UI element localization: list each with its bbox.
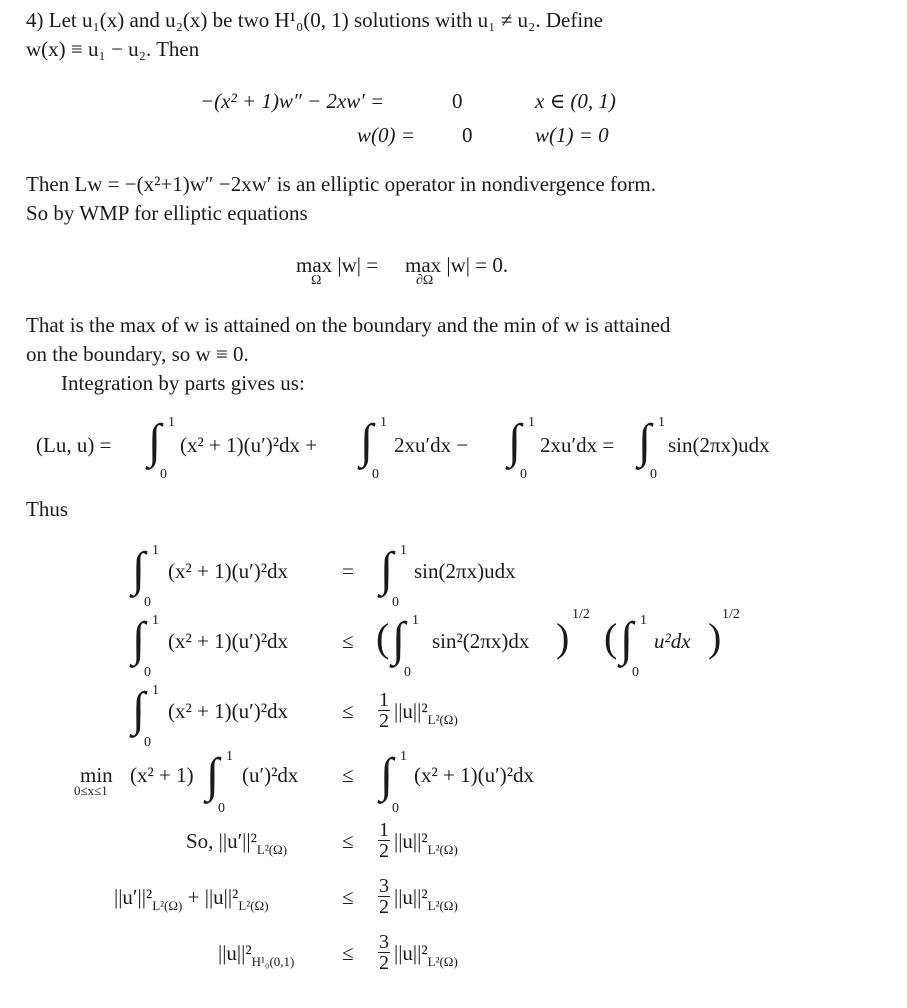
bc-right: w(1) = 0: [535, 123, 609, 147]
integral-sign: ∫: [206, 749, 220, 802]
row7-norm: $||u||^2_{L^2(\Omega)}$: [394, 941, 458, 969]
integral-sign: ∫: [392, 613, 406, 666]
bc-left-lhs: w(0) =: [357, 123, 415, 147]
wmp-paragraph: [26, 170, 886, 228]
row6-lhs: $||u'||^2_{L^2(\Omega)} + ||u||^2_{L^2(\Omega)}$: [114, 885, 269, 913]
conclusion-paragraph: [26, 311, 886, 398]
integral-upper: 1: [528, 415, 535, 430]
wmp-line-2: So by WMP for elliptic equations: [26, 201, 308, 225]
min-sub: 0≤x≤1: [74, 783, 108, 798]
ode-equation-rhs: 0: [452, 89, 463, 113]
row5-norm: $||u||^2_{L^2(\Omega)}$: [394, 829, 458, 857]
power-half: 1/2: [572, 607, 590, 622]
integral-upper: 1: [400, 543, 407, 558]
integral-upper: 1: [152, 613, 159, 628]
fraction-one-half: $\frac{1}{2}$: [379, 689, 389, 732]
integral-lower: 0: [520, 467, 527, 482]
integral-lower: 0: [144, 735, 151, 750]
thus-label: Thus: [26, 497, 68, 521]
row1-relation: =: [342, 559, 354, 583]
right-paren: ): [556, 615, 570, 660]
conclusion-line-1: That is the max of w is attained on the boundary and the min of w is attained: [26, 313, 671, 337]
integral-lower: 0: [392, 801, 399, 816]
bc-left-rhs: 0: [462, 123, 473, 147]
max-sub-omega: Ω: [311, 273, 322, 288]
ibp-term-2: 2xu′dx −: [394, 433, 469, 457]
ode-equation-lhs: −(x² + 1)w″ − 2xw′ =: [200, 89, 385, 113]
power-half: 1/2: [722, 607, 740, 622]
integral-lower: 0: [392, 595, 399, 610]
row3-norm: $||u||^2_{L^2(\Omega)}$: [394, 699, 458, 727]
integral-sign: ∫: [638, 415, 652, 468]
ibp-term-4: sin(2πx)udx: [668, 433, 770, 457]
row6-relation: ≤: [342, 885, 354, 909]
row2-factor-b: u²dx: [654, 629, 691, 653]
fraction-three-half: $\frac{3}{2}$: [379, 931, 389, 974]
wmp-line-1: Then Lw = −(x²+1)w″ −2xw′ is an elliptic operator in nondivergence form.: [26, 172, 656, 196]
integral-lower: 0: [144, 595, 151, 610]
row3-relation: ≤: [342, 699, 354, 723]
integral-sign: ∫: [148, 415, 162, 468]
ibp-lhs: (Lu, u) =: [36, 433, 112, 457]
left-paren: (: [604, 615, 618, 660]
integral-sign: ∫: [620, 613, 634, 666]
integral-upper: 1: [412, 613, 419, 628]
conclusion-line-3: Integration by parts gives us:: [61, 371, 305, 395]
min-label: min: [80, 763, 113, 787]
row3-lhs: (x² + 1)(u′)²dx: [168, 699, 289, 723]
row5-relation: ≤: [342, 829, 354, 853]
row4-relation: ≤: [342, 763, 354, 787]
integral-upper: 1: [168, 415, 175, 430]
ibp-term-3: 2xu′dx =: [540, 433, 615, 457]
row1-lhs: (x² + 1)(u′)²dx: [168, 559, 289, 583]
row5-lhs: So, $||u'||^2_{L^2(\Omega)}$: [186, 829, 288, 857]
min-term: (x² + 1): [130, 763, 194, 787]
max-equation-right: max |w| = 0.: [405, 253, 509, 277]
integral-sign: ∫: [360, 415, 374, 468]
integral-lower: 0: [144, 665, 151, 680]
ibp-term-1: (x² + 1)(u′)²dx +: [180, 433, 318, 457]
integral-lower: 0: [372, 467, 379, 482]
ode-domain: x ∈ (0, 1): [535, 89, 616, 113]
row7-lhs: $||u||^2_{H^1_0(0,1)}$: [218, 941, 295, 969]
integral-sign: ∫: [508, 415, 522, 468]
intro-line-1: 4) Let u₁(x) and u₂(x) be two H¹₀(0, 1) solutions with u₁ ≠ u₂. Define: [26, 8, 603, 32]
integral-sign: ∫: [132, 543, 146, 596]
integral-lower: 0: [650, 467, 657, 482]
fraction-three-half: $\frac{3}{2}$: [379, 875, 389, 918]
row2-factor-a: sin²(2πx)dx: [432, 629, 530, 653]
integral-upper: 1: [226, 749, 233, 764]
integral-upper: 1: [658, 415, 665, 430]
row2-lhs: (x² + 1)(u′)²dx: [168, 629, 289, 653]
conclusion-line-2: on the boundary, so w ≡ 0.: [26, 342, 249, 366]
row1-rhs: sin(2πx)udx: [414, 559, 516, 583]
integral-sign: ∫: [380, 543, 394, 596]
left-paren: (: [376, 615, 390, 660]
integral-lower: 0: [218, 801, 225, 816]
integral-upper: 1: [152, 543, 159, 558]
row2-relation: ≤: [342, 629, 354, 653]
integral-lower: 0: [160, 467, 167, 482]
integral-upper: 1: [380, 415, 387, 430]
max-equation-left: max |w| =: [296, 253, 379, 277]
integral-lower: 0: [632, 665, 639, 680]
max-sub-boundary: ∂Ω: [416, 273, 434, 288]
integral-sign: ∫: [132, 683, 146, 736]
integral-lower: 0: [404, 665, 411, 680]
intro-paragraph: [26, 6, 886, 64]
integral-upper: 1: [400, 749, 407, 764]
integral-upper: 1: [152, 683, 159, 698]
row6-norm: $||u||^2_{L^2(\Omega)}$: [394, 885, 458, 913]
integral-sign: ∫: [380, 749, 394, 802]
intro-line-2: w(x) ≡ u₁ − u₂. Then: [26, 37, 200, 61]
integral-upper: 1: [640, 613, 647, 628]
fraction-one-half: $\frac{1}{2}$: [379, 819, 389, 862]
row7-relation: ≤: [342, 941, 354, 965]
row4-lhs: (u′)²dx: [242, 763, 299, 787]
integral-sign: ∫: [132, 613, 146, 666]
right-paren: ): [708, 615, 722, 660]
row4-rhs: (x² + 1)(u′)²dx: [414, 763, 535, 787]
